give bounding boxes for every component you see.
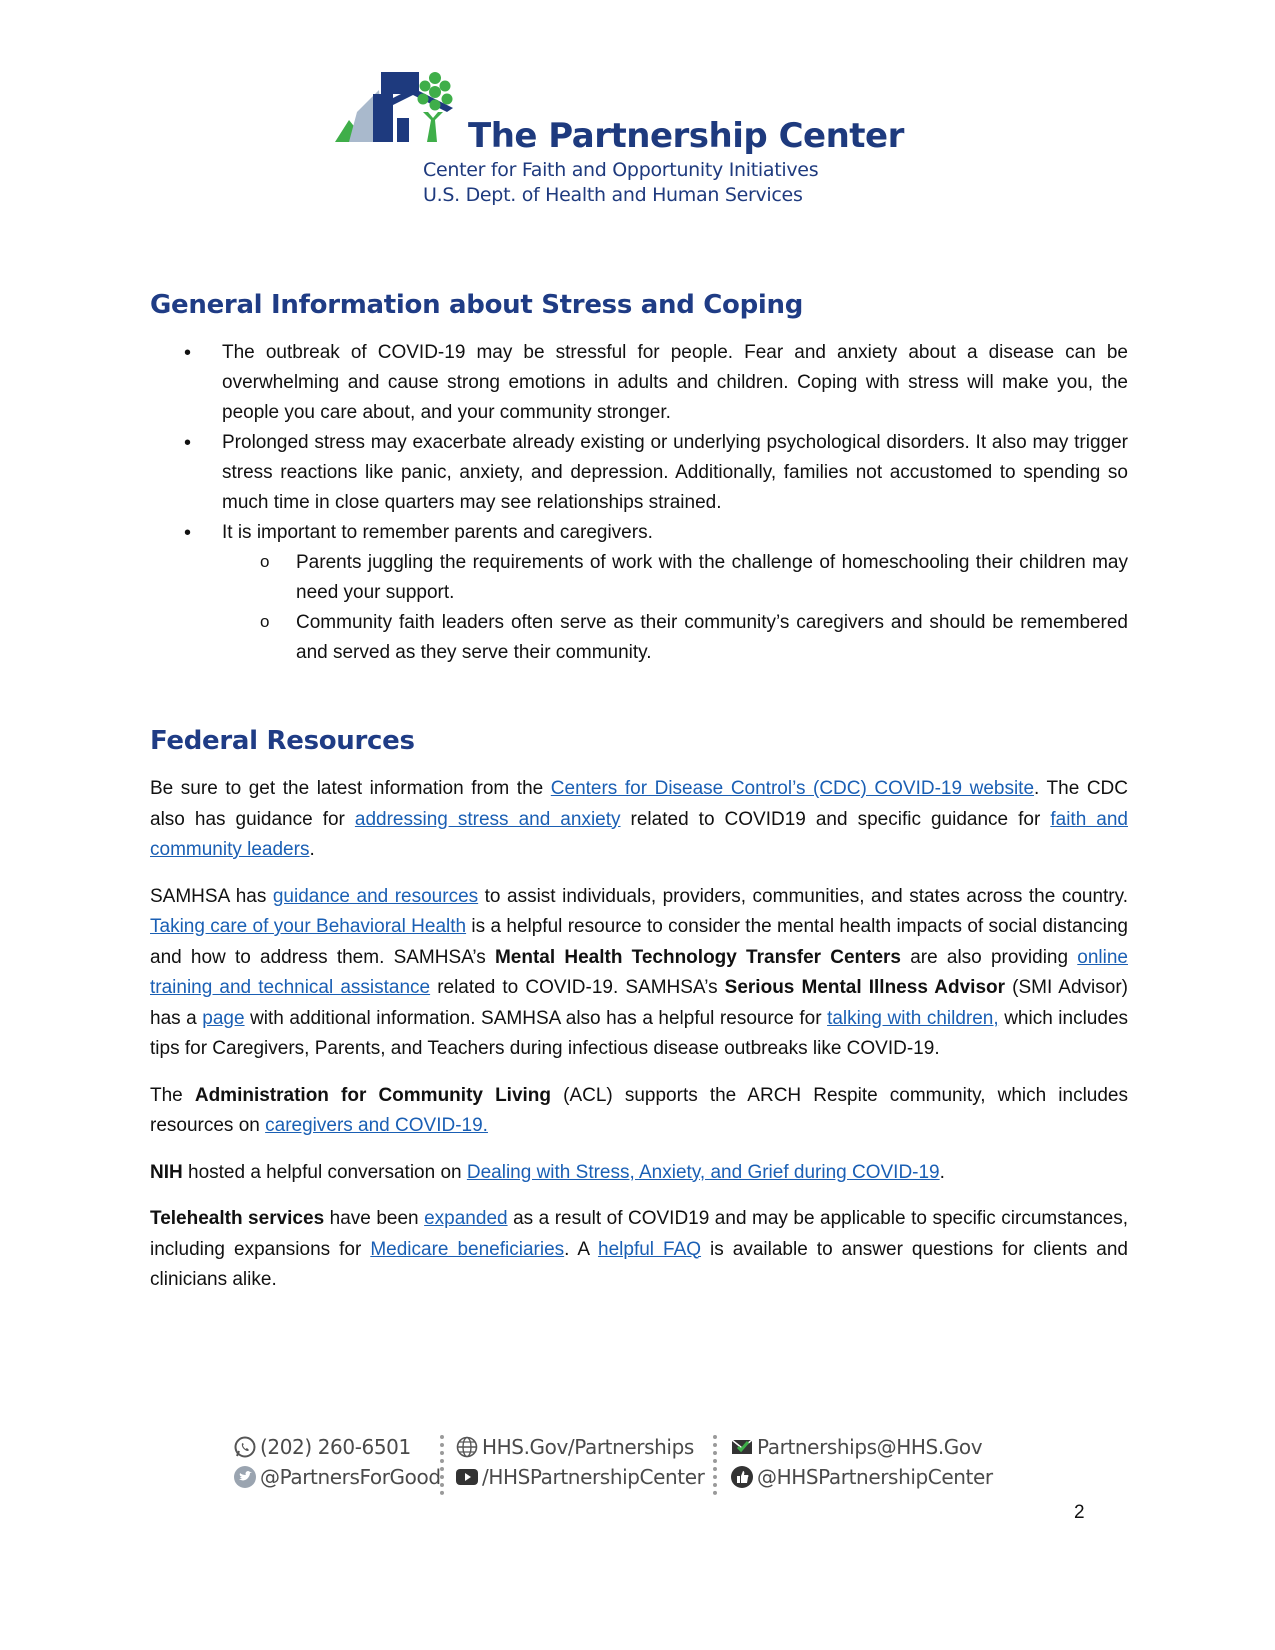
document-body [150,290,1128,1312]
bold-text: Mental Health Technology Transfer Centers [494,946,901,968]
text: to assist individuals, providers, communities, and states across the country. [478,885,1128,907]
globe-icon [455,1435,479,1459]
text: as a result of COVID19 and may be applicable to specific circumstances, including expansions for [150,1208,1128,1260]
footer-divider [713,1435,721,1495]
paragraph-acl [150,1081,1128,1142]
footer-twitter-text: @PartnersForGood [260,1465,441,1489]
sub-bullet-item: o Community faith leaders often serve as their community’s caregivers and should be remembered and served as they serve their community. [222,608,1128,668]
partnership-center-logo [327,72,967,212]
footer-divider [440,1435,448,1495]
footer-phone-text: (202) 260-6501 [260,1435,411,1459]
text: (SMI Advisor) has a [150,977,1128,1029]
bold-text: Serious Mental Illness Advisor [724,977,1006,998]
text: related to COVID19 and specific guidance for [620,808,1051,830]
sub-bullet-item: o Parents juggling the requirements of work with the challenge of homeschooling their children may need your support. [222,548,1128,608]
text: hosted a helpful conversation on [182,1161,467,1183]
footer-website-text: HHS.Gov/Partnerships [482,1435,694,1459]
logo-title: The Partnership Center [468,116,904,156]
text: . [939,1161,945,1183]
youtube-icon [455,1465,479,1489]
text: . [309,839,315,860]
smi-advisor-page-link[interactable]: page [202,1007,245,1029]
bullet-item: • Prolonged stress may exacerbate already existing or underlying psychological disorders. It also may trigger stress reactions like panic, anxiety, and depression. Additionally, families not accustomed to spending so much time in close quarters may see relationships strained. [150,428,1128,518]
paragraph-samhsa [150,882,1128,1065]
text: Be sure to get the latest information from the [150,778,551,799]
text: SAMHSA has [150,885,273,907]
footer-youtube-text: /HHSPartnershipCenter [482,1465,705,1489]
twitter-icon [233,1465,257,1489]
whatsapp-phone-icon [233,1435,257,1459]
faith-community-leaders-link[interactable]: faith and community leaders [150,808,1128,860]
house-tree-logo-icon [327,72,467,148]
logo-subtitle-department: U.S. Dept. of Health and Human Services [423,184,803,206]
footer-facebook [730,1465,993,1489]
footer-twitter [233,1465,441,1489]
logo-subtitle-center: Center for Faith and Opportunity Initiatives [423,159,819,181]
bold-text: Telehealth services [150,1208,325,1229]
text: (ACL) supports the ARCH Respite community, which includes resources on [150,1084,1128,1136]
behavioral-health-link[interactable]: Taking care of your Behavioral Health [150,916,467,937]
caregivers-sub-list [222,548,1128,668]
footer-youtube [455,1465,704,1489]
bullet-item [150,518,1128,668]
page-number: 2 [1074,1502,1085,1523]
bullet-item-text: It is important to remember parents and caregivers. [222,522,653,543]
section-heading-stress: General Information about Stress and Coping [150,290,804,320]
text: . The CDC also has guidance for [150,778,1128,830]
bold-text: NIH [150,1161,183,1183]
text: with additional information. SAMHSA also has a helpful resource for [244,1007,828,1029]
cdc-covid-website-link[interactable]: Centers for Disease Control’s (CDC) COVID-19 website [550,778,1035,799]
text: which includes tips for Caregivers, Parents, and Teachers during infectious disease outbreaks like COVID-19. [150,1007,1129,1059]
stress-bullet-list [150,338,1128,668]
footer-website [455,1435,694,1459]
bold-text: Administration for Community Living [194,1084,552,1106]
guidance-resources-link[interactable]: guidance and resources [272,885,479,907]
bullet-item: • The outbreak of COVID-19 may be stressful for people. Fear and anxiety about a disease can be overwhelming and cause strong emotions in adults and children. Coping with stress will make you, the people you care about, and your community stronger. [150,338,1128,428]
helpful-faq-link[interactable]: helpful FAQ [598,1238,702,1260]
facebook-icon [730,1465,754,1489]
text: The [150,1084,195,1106]
text: is available to answer questions for clients and clinicians alike. [150,1238,1128,1290]
paragraph-nih [150,1158,1128,1189]
expanded-link[interactable]: expanded [424,1208,508,1229]
text: is a helpful resource to consider the mental health impacts of social distancing and how to address them. SAMHSA’s [150,916,1128,968]
text: have been [324,1208,425,1229]
paragraph-telehealth [150,1204,1128,1296]
text: are also providing [901,946,1078,968]
email-icon [730,1435,754,1459]
text: . A [564,1238,599,1260]
talking-with-children-link[interactable]: talking with children, [827,1007,999,1029]
caregivers-covid-link[interactable]: caregivers and COVID-19. [265,1115,488,1136]
section-heading-federal-resources: Federal Resources [150,726,415,756]
online-training-link[interactable]: online training and technical assistance [150,946,1128,998]
paragraph-cdc [150,774,1128,866]
text: related to COVID-19. SAMHSA’s [430,977,725,998]
footer-email-text: Partnerships@HHS.Gov [757,1435,983,1459]
footer-phone [233,1435,411,1459]
stress-anxiety-grief-link[interactable]: Dealing with Stress, Anxiety, and Grief during COVID-19 [466,1161,940,1183]
contact-footer [233,1433,1053,1497]
footer-facebook-text: @HHSPartnershipCenter [757,1465,993,1489]
stress-anxiety-link[interactable]: addressing stress and anxiety [354,808,621,830]
medicare-beneficiaries-link[interactable]: Medicare beneficiaries [370,1238,565,1260]
footer-email [730,1435,982,1459]
